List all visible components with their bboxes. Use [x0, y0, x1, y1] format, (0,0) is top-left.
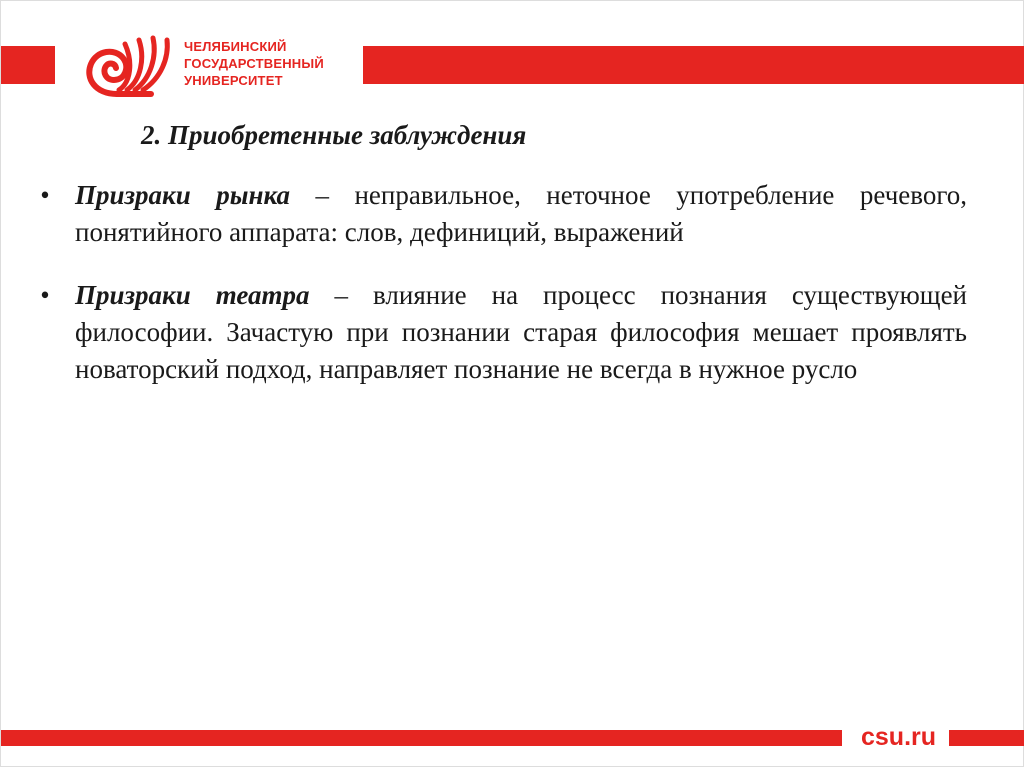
slide-title: 2. Приобретенные заблуждения	[141, 120, 527, 150]
bullet-list	[35, 177, 967, 388]
site-link[interactable]: csu.ru	[860, 723, 937, 751]
csu-spiral-logo-icon	[79, 32, 179, 102]
bullet-term: Призраки рынка	[75, 180, 290, 210]
footer-red-bar-end	[949, 730, 1024, 746]
bullet-text: – влияние на процесс познания существующей философии. Зачастую при познании старая философия мешает проявлять новаторский подход, направляет познание не всегда в нужное русло	[75, 280, 968, 384]
bullet-item	[35, 177, 967, 251]
bullet-marker: •	[40, 280, 50, 310]
header-red-bar-left	[1, 46, 55, 84]
footer-red-bar	[1, 730, 842, 746]
university-name-line: УНИВЕРСИТЕТ	[184, 73, 283, 88]
university-name	[184, 38, 359, 89]
bullet-item	[35, 277, 967, 388]
bullet-text: – неправильное, неточное употребление речевого, понятийного аппарата: слов, дефиниций, выражений	[75, 180, 967, 247]
header-red-bar-right	[363, 46, 1024, 84]
university-name-line: ЧЕЛЯБИНСКИЙ	[184, 39, 287, 54]
bullet-term: Призраки театра	[75, 280, 310, 310]
university-name-line: ГОСУДАРСТВЕННЫЙ	[184, 56, 324, 71]
bullet-marker: •	[40, 180, 50, 210]
